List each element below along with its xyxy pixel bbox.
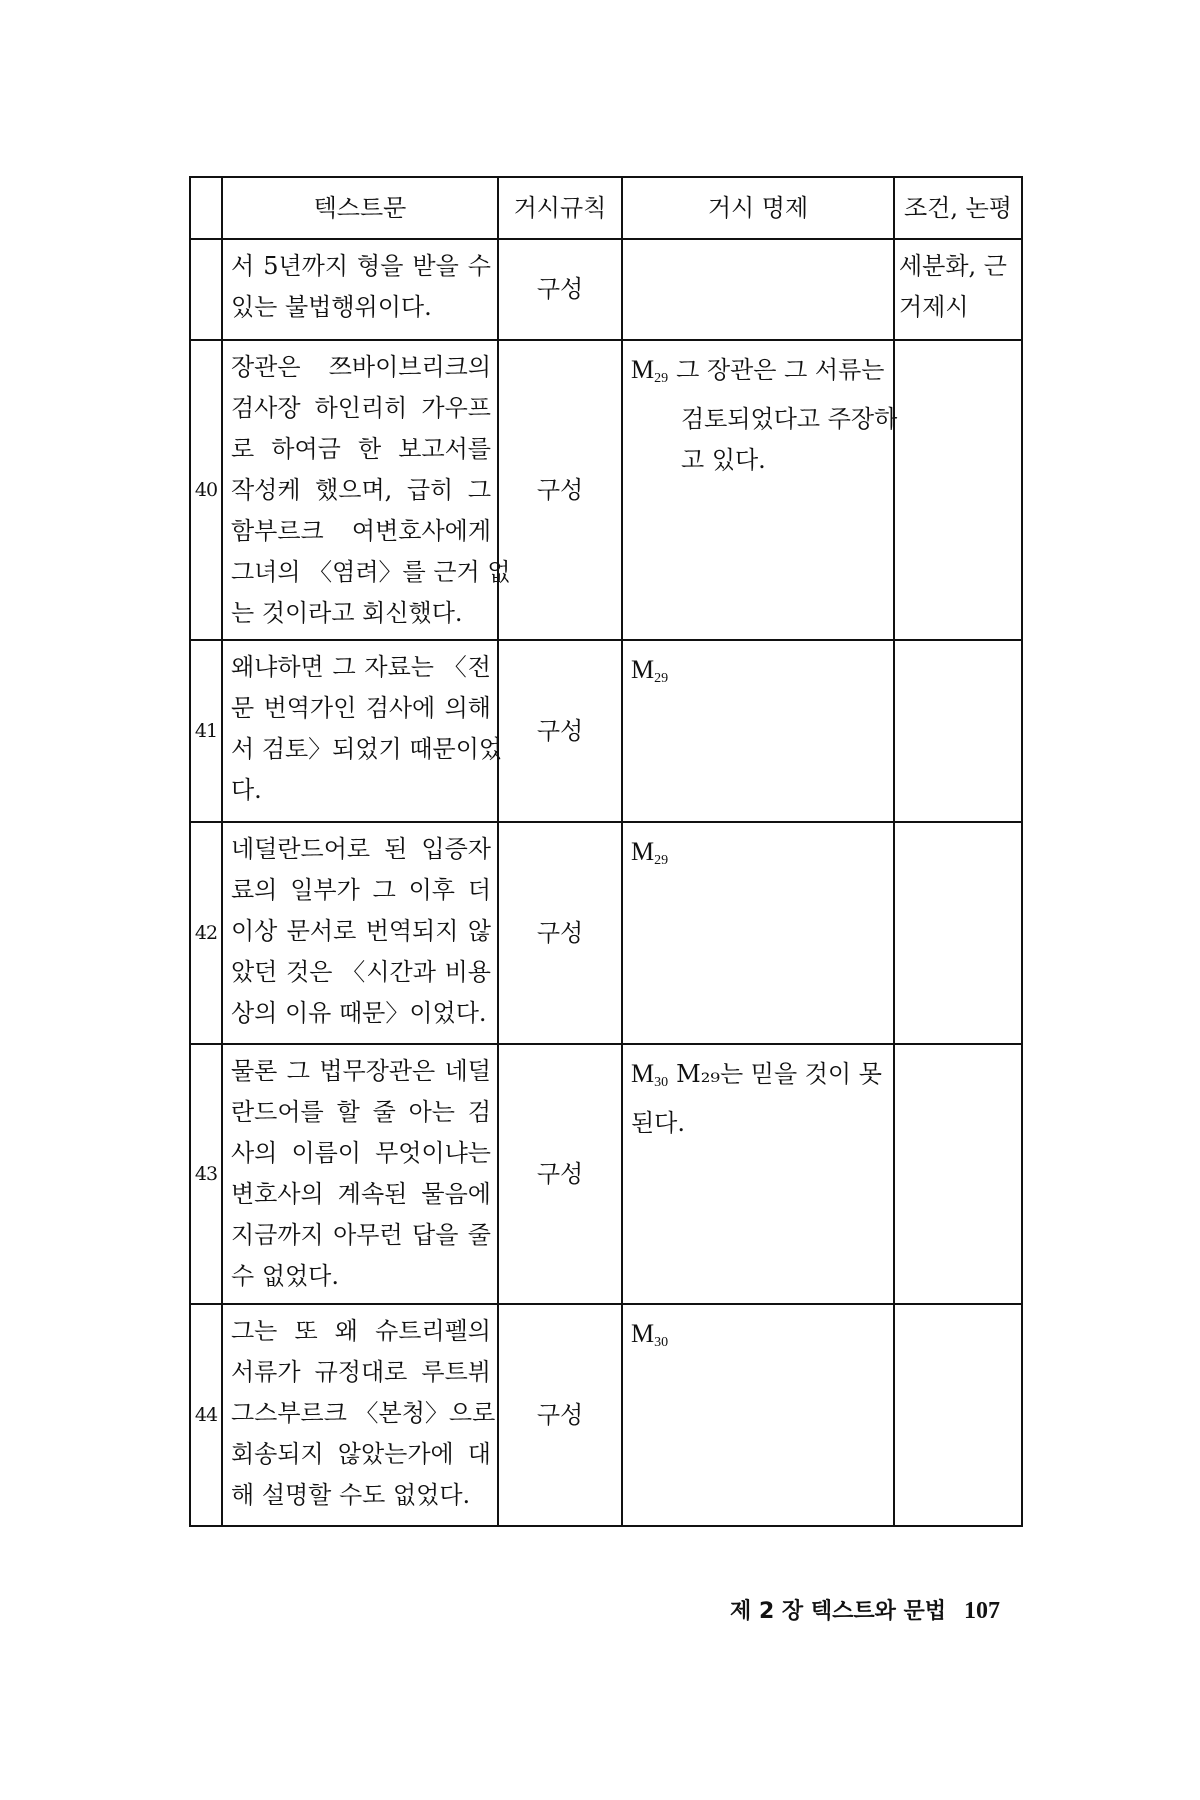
macro-rule-cell: 구성 [498,640,622,822]
text-line: 이상 문서로 번역되지 않 [231,917,491,945]
row-number: 44 [190,1304,222,1526]
text-line: 다. [231,776,262,804]
macro-proposition-cell [622,822,894,1044]
text-line: 장관은 쯔바이브리크의 [231,353,491,381]
table-header-row [190,177,1022,239]
proposition-line: 고 있다. [681,446,766,474]
running-footer [730,1594,1000,1625]
proposition-subscript: 29 [654,371,669,386]
text-sentence-cell [222,1304,498,1526]
proposition-line [631,831,887,881]
condition-comment-cell [894,822,1022,1044]
page-number: 107 [964,1598,1000,1624]
macro-proposition-cell [622,640,894,822]
text-line: 해 설명할 수도 없었다. [231,1481,471,1509]
proposition-letter: M [631,655,655,684]
header-macro-rule: 거시규칙 [498,177,622,239]
macro-rule-cell: 구성 [498,239,622,340]
condition-comment-cell [894,640,1022,822]
proposition-label [631,355,668,384]
row-number: 42 [190,822,222,1044]
proposition-line [631,1313,887,1363]
table-row [190,239,1022,340]
macro-rule-cell: 구성 [498,1044,622,1304]
text-line: 물론 그 법무장관은 네덜 [231,1057,491,1085]
row-number: 40 [190,340,222,640]
condition-line: 세분화, 근 [899,252,1007,280]
text-line: 변호사의 계속된 물음에 [231,1180,491,1208]
proposition-subscript: 29 [654,671,669,686]
chapter-title: 제 2 장 텍스트와 문법 [730,1599,946,1624]
text-line: 회송되지 않았는가에 대 [231,1440,491,1468]
proposition-letter: M [631,837,655,866]
text-line: 함부르크 여변호사에게 [231,517,491,545]
condition-comment-cell [894,1304,1022,1526]
row-number: 41 [190,640,222,822]
proposition-text: 그 장관은 그 서류는 [676,356,885,384]
text-line: 서류가 규정대로 루트뷔 [231,1358,491,1386]
proposition-label [631,837,668,866]
text-sentence-cell [222,822,498,1044]
proposition-subscript: 30 [654,1335,669,1350]
text-line: 네덜란드어로 된 입증자 [231,835,491,863]
macro-rule-cell: 구성 [498,822,622,1044]
condition-comment-cell [894,340,1022,640]
text-line: 그는 또 왜 슈트리펠의 [231,1317,491,1345]
proposition-label [631,655,668,684]
header-text: 텍스트문 [222,177,498,239]
row-number [190,239,222,340]
text-line: 서 검토〉되었기 때문이었 [231,735,503,763]
text-line: 사의 이름이 무엇이냐는 [231,1139,491,1167]
text-line: 그녀의 〈염려〉를 근거 없 [231,558,511,586]
text-sentence-cell [222,340,511,640]
text-line: 는 것이라고 회신했다. [231,599,463,627]
text-sentence-cell [222,1044,498,1304]
table-row [190,340,1022,640]
macro-rule-table [189,176,1023,1527]
proposition-line [631,649,887,699]
header-condition-comment: 조건, 논평 [894,177,1022,239]
macro-proposition-cell [622,239,894,340]
text-line: 았던 것은 〈시간과 비용 [231,958,491,986]
text-line: 상의 이유 때문〉이었다. [231,999,487,1027]
proposition-text: M₂₉는 믿을 것이 못 [676,1060,882,1088]
proposition-letter: M [631,1059,655,1088]
table-row [190,822,1022,1044]
row-number: 43 [190,1044,222,1304]
header-macro-proposition: 거시 명제 [622,177,894,239]
text-line: 문 번역가인 검사에 의해 [231,694,491,722]
text-line: 로 하여금 한 보고서를 [231,435,491,463]
condition-comment-cell [894,1044,1022,1304]
text-line: 료의 일부가 그 이후 더 [231,876,491,904]
proposition-line [631,1053,887,1103]
text-sentence-cell [222,640,503,822]
condition-line: 거제시 [899,293,969,321]
text-line: 서 5년까지 형을 받을 수 [231,252,491,280]
text-line: 수 없었다. [231,1262,339,1290]
macro-proposition-cell [622,340,898,640]
proposition-letter: M [631,1319,655,1348]
text-line: 왜냐하면 그 자료는 〈전 [231,653,491,681]
table-row [190,1304,1022,1526]
proposition-subscript: 30 [654,1075,669,1090]
proposition-letter: M [631,355,655,384]
text-line: 그스부르크 〈본청〉으로 [231,1399,496,1427]
proposition-line: 된다. [631,1109,685,1137]
macro-rule-cell: 구성 [498,340,622,640]
proposition-line [631,349,887,399]
proposition-subscript: 29 [654,853,669,868]
macro-rule-cell: 구성 [498,1304,622,1526]
text-line: 있는 불법행위이다. [231,293,432,321]
proposition-label [631,1059,668,1088]
header-number [190,177,222,239]
macro-proposition-cell [622,1304,894,1526]
text-line: 검사장 하인리히 가우프 [231,394,491,422]
text-line: 작성케 했으며, 급히 그 [231,476,491,504]
text-line: 지금까지 아무런 답을 줄 [231,1221,491,1249]
table-row [190,1044,1022,1304]
table-body [190,239,1022,1526]
condition-comment-cell [894,239,1022,340]
macro-proposition-cell [622,1044,894,1304]
proposition-line: 검토되었다고 주장하 [681,405,898,433]
proposition-label [631,1319,668,1348]
table-row [190,640,1022,822]
text-sentence-cell [222,239,498,340]
text-line: 란드어를 할 줄 아는 검 [231,1098,491,1126]
